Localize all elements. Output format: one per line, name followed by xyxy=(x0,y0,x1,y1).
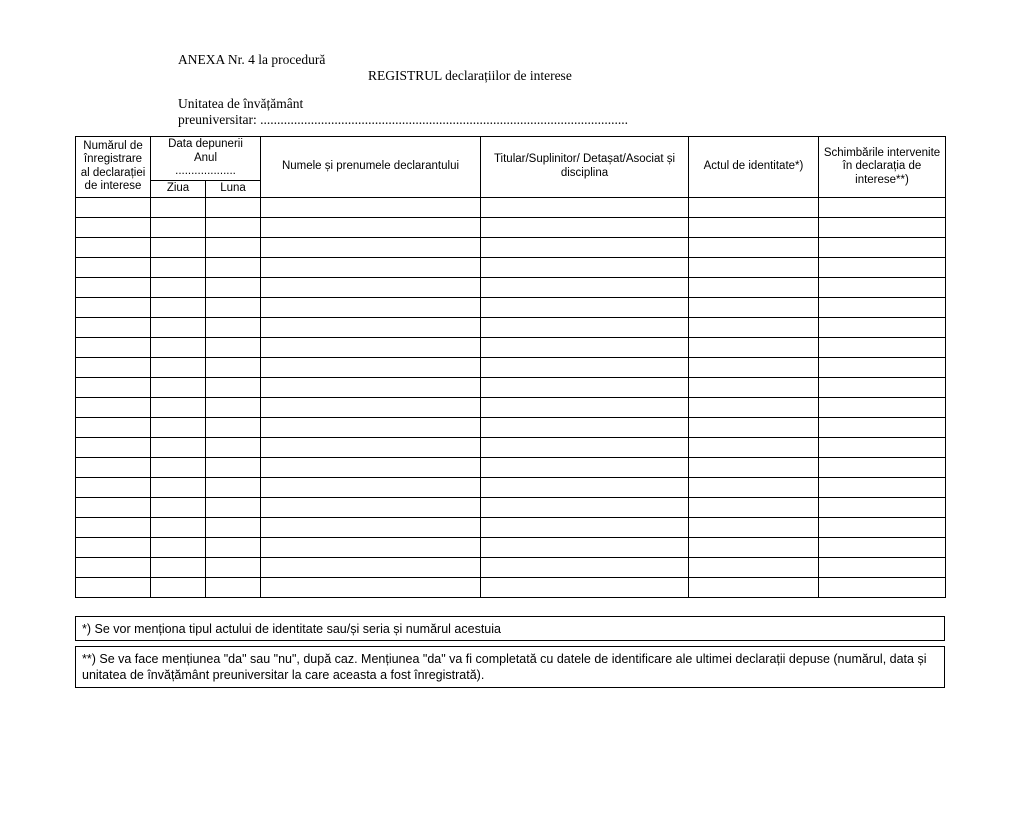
empty-cell xyxy=(261,317,481,337)
col-header-changes: Schimbările intervenite în declarația de interese**) xyxy=(819,137,946,198)
annex-title: ANEXA Nr. 4 la procedură xyxy=(178,52,326,67)
empty-cell xyxy=(819,557,946,577)
empty-cell xyxy=(261,257,481,277)
empty-register-row xyxy=(76,297,946,317)
empty-cell xyxy=(261,417,481,437)
empty-cell xyxy=(689,237,819,257)
empty-cell xyxy=(819,577,946,597)
empty-register-row xyxy=(76,497,946,517)
empty-cell xyxy=(76,377,151,397)
empty-cell xyxy=(151,457,206,477)
empty-cell xyxy=(819,237,946,257)
empty-cell xyxy=(76,237,151,257)
empty-cell xyxy=(261,477,481,497)
empty-cell xyxy=(151,477,206,497)
empty-cell xyxy=(481,237,689,257)
empty-cell xyxy=(689,317,819,337)
empty-cell xyxy=(819,317,946,337)
empty-cell xyxy=(261,357,481,377)
empty-cell xyxy=(689,277,819,297)
empty-cell xyxy=(206,557,261,577)
col-header-date xyxy=(151,137,261,181)
empty-cell xyxy=(481,437,689,457)
empty-cell xyxy=(689,537,819,557)
unit-label: preuniversitar: xyxy=(178,112,257,127)
empty-cell xyxy=(689,197,819,217)
col-header-day: Ziua xyxy=(151,180,206,197)
empty-cell xyxy=(206,577,261,597)
empty-cell xyxy=(481,357,689,377)
empty-register-row xyxy=(76,317,946,337)
empty-cell xyxy=(261,197,481,217)
empty-cell xyxy=(76,417,151,437)
empty-cell xyxy=(481,277,689,297)
empty-register-row xyxy=(76,197,946,217)
empty-cell xyxy=(76,317,151,337)
empty-cell xyxy=(689,457,819,477)
empty-cell xyxy=(689,477,819,497)
empty-cell xyxy=(206,517,261,537)
empty-cell xyxy=(689,517,819,537)
empty-cell xyxy=(819,337,946,357)
col-header-date-line1: Data depunerii xyxy=(168,138,243,150)
empty-cell xyxy=(206,317,261,337)
empty-cell xyxy=(689,557,819,577)
empty-cell xyxy=(151,557,206,577)
empty-cell xyxy=(689,577,819,597)
empty-cell xyxy=(819,477,946,497)
empty-cell xyxy=(689,377,819,397)
empty-register-row xyxy=(76,337,946,357)
empty-cell xyxy=(689,257,819,277)
unit-label-line1: Unitatea de învățământ xyxy=(178,96,304,111)
empty-cell xyxy=(206,397,261,417)
empty-cell xyxy=(206,377,261,397)
empty-cell xyxy=(481,317,689,337)
empty-cell xyxy=(151,217,206,237)
empty-cell xyxy=(76,217,151,237)
footnote-changes: **) Se va face mențiunea "da" sau "nu", după caz. Mențiunea "da" va fi completată cu datele de identificare ale ultimei declarații depuse (numărul, data și unitatea de învățământ preuniversitar la care aceasta a fost înregistrată). xyxy=(75,646,945,688)
empty-register-row xyxy=(76,417,946,437)
empty-cell xyxy=(151,237,206,257)
empty-cell xyxy=(76,257,151,277)
register-title: REGISTRUL declarațiilor de interese xyxy=(368,68,572,83)
empty-cell xyxy=(689,497,819,517)
empty-cell xyxy=(261,397,481,417)
empty-cell xyxy=(819,357,946,377)
empty-register-row xyxy=(76,277,946,297)
empty-cell xyxy=(481,257,689,277)
empty-cell xyxy=(206,257,261,277)
empty-cell xyxy=(261,517,481,537)
empty-cell xyxy=(819,437,946,457)
empty-cell xyxy=(151,337,206,357)
empty-register-row xyxy=(76,577,946,597)
col-header-reg-number: Numărul de înregistrare al declarației de interese xyxy=(76,137,151,198)
empty-cell xyxy=(151,517,206,537)
empty-register-row xyxy=(76,457,946,477)
col-header-month: Luna xyxy=(206,180,261,197)
empty-cell xyxy=(151,317,206,337)
empty-cell xyxy=(76,477,151,497)
empty-cell xyxy=(261,377,481,397)
empty-cell xyxy=(151,277,206,297)
empty-cell xyxy=(481,397,689,417)
empty-cell xyxy=(481,297,689,317)
empty-cell xyxy=(151,357,206,377)
empty-cell xyxy=(481,217,689,237)
empty-cell xyxy=(481,577,689,597)
empty-cell xyxy=(76,437,151,457)
empty-cell xyxy=(206,357,261,377)
empty-cell xyxy=(206,197,261,217)
empty-cell xyxy=(76,197,151,217)
empty-cell xyxy=(206,237,261,257)
empty-cell xyxy=(261,577,481,597)
empty-register-row xyxy=(76,217,946,237)
empty-cell xyxy=(76,457,151,477)
col-header-status: Titular/Suplinitor/ Detașat/Asociat și disciplina xyxy=(481,137,689,198)
empty-cell xyxy=(206,537,261,557)
empty-cell xyxy=(76,337,151,357)
empty-cell xyxy=(689,297,819,317)
empty-register-row xyxy=(76,477,946,497)
empty-cell xyxy=(689,217,819,237)
col-header-identity: Actul de identitate*) xyxy=(689,137,819,198)
empty-cell xyxy=(261,337,481,357)
col-header-date-line2: Anul xyxy=(193,151,218,164)
empty-cell xyxy=(151,197,206,217)
empty-cell xyxy=(689,357,819,377)
empty-cell xyxy=(206,337,261,357)
empty-cell xyxy=(481,197,689,217)
empty-cell xyxy=(76,517,151,537)
empty-cell xyxy=(76,497,151,517)
empty-cell xyxy=(689,337,819,357)
empty-cell xyxy=(261,457,481,477)
empty-cell xyxy=(481,517,689,537)
footnote-identity: *) Se vor menționa tipul actului de identitate sau/și seria și numărul acestuia xyxy=(75,616,945,641)
empty-cell xyxy=(151,257,206,277)
empty-cell xyxy=(481,497,689,517)
empty-cell xyxy=(151,297,206,317)
empty-cell xyxy=(151,417,206,437)
empty-cell xyxy=(76,297,151,317)
empty-cell xyxy=(76,357,151,377)
empty-cell xyxy=(481,457,689,477)
empty-cell xyxy=(261,217,481,237)
empty-cell xyxy=(76,277,151,297)
empty-cell xyxy=(481,537,689,557)
empty-cell xyxy=(819,497,946,517)
empty-cell xyxy=(261,537,481,557)
empty-register-row xyxy=(76,357,946,377)
empty-cell xyxy=(206,457,261,477)
col-header-name: Numele și prenumele declarantului xyxy=(261,137,481,198)
empty-cell xyxy=(76,537,151,557)
empty-cell xyxy=(819,257,946,277)
empty-cell xyxy=(819,377,946,397)
empty-cell xyxy=(481,557,689,577)
empty-cell xyxy=(151,397,206,417)
empty-cell xyxy=(206,477,261,497)
empty-cell xyxy=(819,517,946,537)
table-body xyxy=(76,197,946,597)
empty-cell xyxy=(151,497,206,517)
empty-register-row xyxy=(76,377,946,397)
empty-cell xyxy=(261,557,481,577)
empty-cell xyxy=(151,537,206,557)
empty-cell xyxy=(819,297,946,317)
empty-cell xyxy=(819,397,946,417)
empty-cell xyxy=(481,477,689,497)
empty-cell xyxy=(151,437,206,457)
empty-cell xyxy=(689,437,819,457)
empty-cell xyxy=(819,217,946,237)
empty-cell xyxy=(819,277,946,297)
empty-register-row xyxy=(76,237,946,257)
empty-register-row xyxy=(76,537,946,557)
unit-dotted-line: ............................................................................................................. xyxy=(256,112,628,127)
empty-register-row xyxy=(76,397,946,417)
empty-cell xyxy=(481,417,689,437)
empty-cell xyxy=(481,377,689,397)
empty-cell xyxy=(819,197,946,217)
empty-cell xyxy=(206,277,261,297)
empty-cell xyxy=(206,417,261,437)
col-header-date-line3: ................... xyxy=(175,165,236,177)
empty-cell xyxy=(819,537,946,557)
empty-cell xyxy=(206,497,261,517)
empty-cell xyxy=(76,557,151,577)
empty-cell xyxy=(76,397,151,417)
empty-cell xyxy=(151,577,206,597)
empty-cell xyxy=(206,217,261,237)
empty-cell xyxy=(819,417,946,437)
empty-cell xyxy=(481,337,689,357)
empty-cell xyxy=(261,437,481,457)
register-table xyxy=(75,136,946,598)
empty-cell xyxy=(819,457,946,477)
unit-label-line2 xyxy=(178,112,628,128)
empty-register-row xyxy=(76,557,946,577)
empty-cell xyxy=(151,377,206,397)
empty-cell xyxy=(261,297,481,317)
empty-cell xyxy=(206,437,261,457)
empty-cell xyxy=(261,237,481,257)
empty-register-row xyxy=(76,437,946,457)
table-header-row xyxy=(76,137,946,181)
empty-cell xyxy=(76,577,151,597)
empty-cell xyxy=(261,497,481,517)
empty-cell xyxy=(261,277,481,297)
empty-cell xyxy=(689,417,819,437)
empty-register-row xyxy=(76,257,946,277)
empty-register-row xyxy=(76,517,946,537)
empty-cell xyxy=(689,397,819,417)
empty-cell xyxy=(206,297,261,317)
